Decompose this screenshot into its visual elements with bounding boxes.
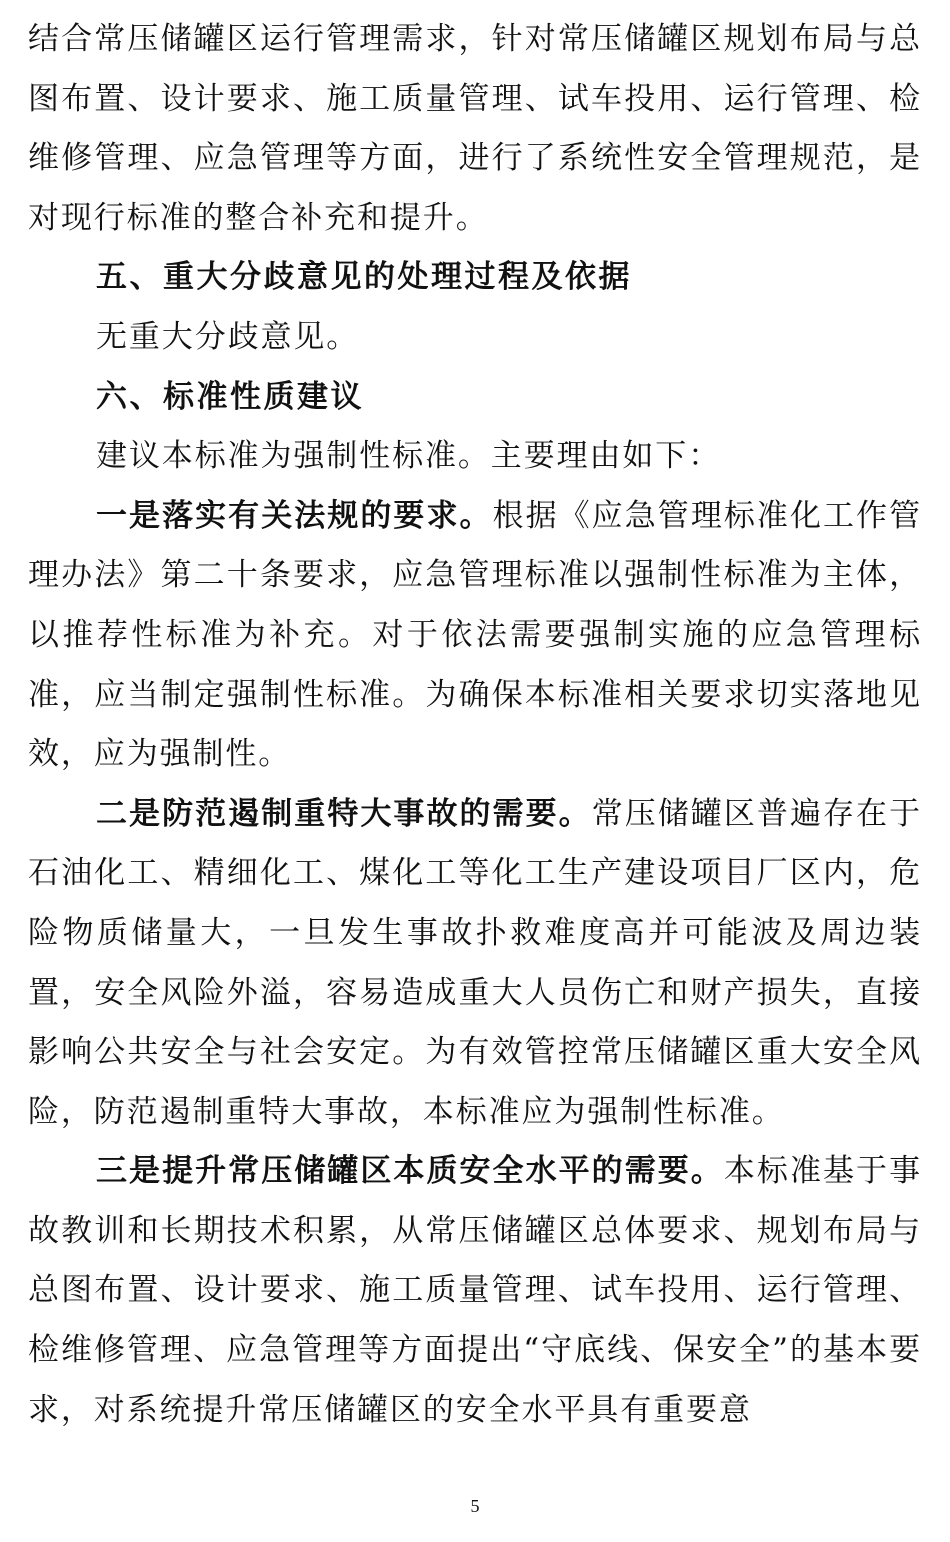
paragraph-text: 本标准基于事故教训和长期技术积累，从常压储罐区总体要求、规划布局与总图布置、设计要求、施工质量管理、试车投用、运行管理、检维修管理、应急管理等方面提出“守底线、保安全”的基本要求，对系统提升常压储罐区的安全水平具有重要意 xyxy=(28,1153,922,1428)
reason-lead: 二是防范遏制重特大事故的需要。 xyxy=(96,795,592,832)
paragraph-reason-1 xyxy=(28,487,922,785)
page-number: 5 xyxy=(470,1496,480,1516)
paragraph-text: 根据《应急管理标准化工作管理办法》第二十条要求，应急管理标准以强制性标准为主体，以推荐性标准为补充。对于依法需要强制实施的应急管理标准，应当制定强制性标准。为确保本标准相关要求切实落地见效，应为强制性。 xyxy=(28,497,922,773)
section-heading-6 xyxy=(28,368,922,428)
reason-lead: 一是落实有关法规的要求。 xyxy=(96,497,493,534)
paragraph-reason-2 xyxy=(28,785,922,1143)
heading-text: 六、标准性质建议 xyxy=(96,378,364,415)
reason-lead: 三是提升常压储罐区本质安全水平的需要。 xyxy=(96,1153,724,1190)
document-body xyxy=(28,10,922,1440)
paragraph-continuation xyxy=(28,10,922,248)
paragraph-recommendation xyxy=(28,427,922,487)
paragraph-text: 结合常压储罐区运行管理需求，针对常压储罐区规划布局与总图布置、设计要求、施工质量管理、试车投用、运行管理、检维修管理、应急管理等方面，进行了系统性安全管理规范，是对现行标准的整合补充和提升。 xyxy=(28,21,922,236)
section-heading-5 xyxy=(28,248,922,308)
paragraph-reason-3 xyxy=(28,1142,922,1440)
paragraph-text: 无重大分歧意见。 xyxy=(96,318,360,355)
heading-text: 五、重大分歧意见的处理过程及依据 xyxy=(96,259,632,296)
paragraph-no-disagreement xyxy=(28,308,922,368)
paragraph-text: 常压储罐区普遍存在于石油化工、精细化工、煤化工等化工生产建设项目厂区内，危险物质储量大，一旦发生事故扑救难度高并可能波及周边装置，安全风险外溢，容易造成重大人员伤亡和财产损失，直接影响公共安全与社会安定。为有效管控常压储罐区重大安全风险，防范遏制重特大事故，本标准应为强制性标准。 xyxy=(28,795,922,1130)
paragraph-text: 建议本标准为强制性标准。主要理由如下： xyxy=(96,438,722,475)
